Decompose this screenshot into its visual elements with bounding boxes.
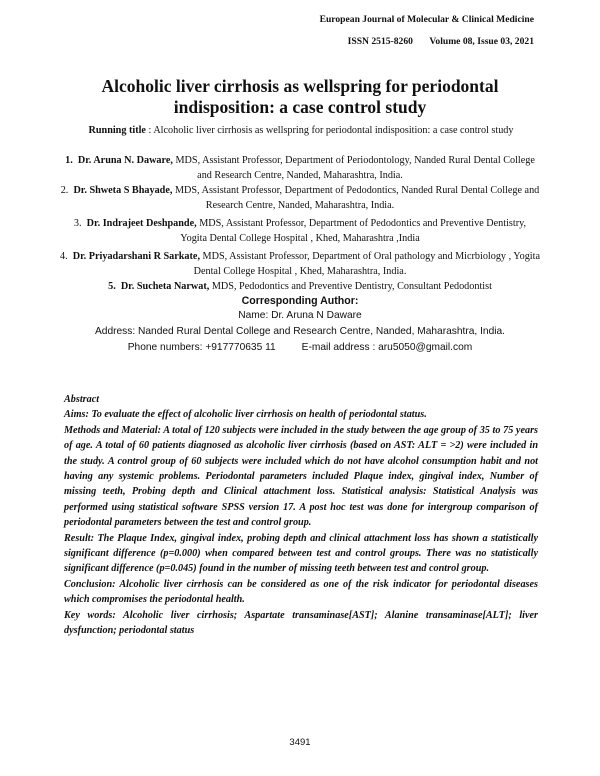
author-name: Dr. Indrajeet Deshpande, xyxy=(86,218,197,229)
phone-number: Phone numbers: +917770635 11 xyxy=(127,342,276,353)
abstract-methods: Methods and Material: A total of 120 subjects were included in the study between the age group of 35 to 75 years of age. A total of 60 patients diagnosed as alcoholic liver cirrhosis (based on AST: ALT = >2) were included in the study. A control group of 60 subjects were included which do not have alcohol consumption habit and not having any systemic problems. Periodontal parameters included Plaque index, gingival index, Number of missing teeth, Probing depth and Clinical attachment loss. Statistical analysis: Statistical Analysis was performed using statistical software SPSS version 17. A post hoc test was done for intergroup comparison of periodontal parameters between the test and control group. xyxy=(64,424,538,529)
author-name: Dr. Sucheta Narwat, xyxy=(120,281,210,292)
author-details: MDS, Assistant Professor, Department of Oral pathology and Micrbiology , Yogita Dental College Hospital , Khed, Maharashtra, India. xyxy=(193,251,540,277)
author-name: Dr. Aruna N. Daware, xyxy=(77,155,173,166)
abstract-section xyxy=(64,392,538,639)
journal-name: European Journal of Molecular & Clinical Medicine xyxy=(319,14,534,25)
author-details: MDS, Assistant Professor, Department of Pedodontics, Nanded Rural Dental College and Research Centre, Nanded, Maharashtra, India. xyxy=(172,185,540,211)
abstract-conclusion: Conclusion: Alcoholic liver cirrhosis can be considered as one of the risk indicator for periodontal diseases which compromises the periodontal health. xyxy=(64,578,538,606)
running-title-label: Running title xyxy=(88,125,146,136)
page-number: 3491 xyxy=(289,737,311,748)
abstract-heading: Abstract xyxy=(64,394,100,405)
corresponding-author-heading: Corresponding Author: xyxy=(241,295,359,307)
author-3 xyxy=(60,216,540,246)
running-title xyxy=(64,124,538,138)
author-num: 2. xyxy=(60,185,69,196)
corresponding-name: Name: Dr. Aruna N Daware xyxy=(238,310,362,321)
author-4 xyxy=(60,249,540,279)
author-num: 1. xyxy=(65,155,73,166)
corresponding-contact xyxy=(60,342,540,353)
email-address: E-mail address : aru5050@gmail.com xyxy=(301,342,473,353)
author-num: 4. xyxy=(60,251,68,262)
author-details: MDS, Assistant Professor, Department of Pedodontics and Preventive Dentistry, Yogita Dental College Hospital , Khed, Maharashtra ,India xyxy=(180,218,527,244)
author-name: Dr. Priyadarshani R Sarkate, xyxy=(72,251,200,262)
author-details: MDS, Assistant Professor, Department of Periodontology, Nanded Rural Dental College and Research Centre, Nanded, Maharashtra, India. xyxy=(172,155,535,181)
author-2 xyxy=(60,183,540,213)
corresponding-address: Address: Nanded Rural Dental College and Research Centre, Nanded, Maharashtra, India. xyxy=(95,326,505,337)
running-title-text: : Alcoholic liver cirrhosis as wellspring for periodontal indisposition: a case control study xyxy=(145,125,514,136)
author-num: 5. xyxy=(108,281,116,292)
issue-info xyxy=(348,36,534,47)
author-1 xyxy=(60,153,540,183)
abstract-aims: Aims: To evaluate the effect of alcoholic liver cirrhosis on health of periodontal status. xyxy=(64,409,427,421)
author-num: 3. xyxy=(73,218,82,229)
abstract-keywords: Key words: Alcoholic liver cirrhosis; Aspartate transaminase[AST]; Alanine transaminase[ALT]; liver dysfunction; periodontal status xyxy=(64,609,538,637)
author-5 xyxy=(60,279,540,294)
issn: ISSN 2515-8260 xyxy=(347,36,413,47)
abstract-result: Result: The Plaque Index, gingival index, probing depth and clinical attachment loss has shown a statistically significant difference (p=0.000) when compared between test and control groups. There was no statistically significant difference (p=0.045) found in the number of missing teeth between test and control group. xyxy=(64,532,538,575)
volume-issue: Volume 08, Issue 03, 2021 xyxy=(429,36,534,47)
author-name: Dr. Shweta S Bhayade, xyxy=(73,185,173,196)
paper-title: Alcoholic liver cirrhosis as wellspring for periodontal indisposition: a case control study xyxy=(101,76,499,117)
author-details: MDS, Pedodontics and Preventive Dentistry, Consultant Pedodontist xyxy=(209,281,492,292)
